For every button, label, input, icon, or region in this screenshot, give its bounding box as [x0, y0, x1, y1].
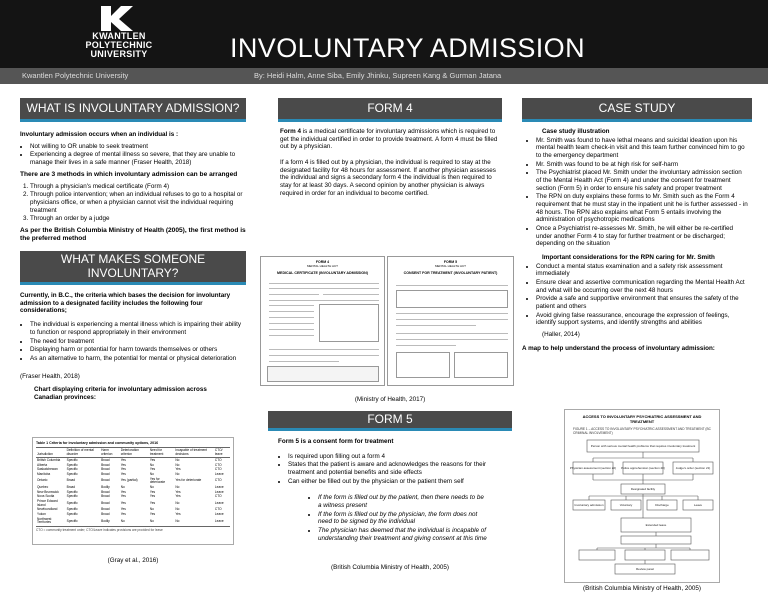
table-cell: Specific: [66, 494, 78, 499]
table-cell: Yes (partial): [120, 478, 138, 483]
case-list: [536, 137, 748, 248]
form4-text: is a medical certificate for involuntary admissions which is required to get the individual certified in order to provide treatment. A form 4 must be filled out by a physician.: [280, 128, 498, 151]
table-cell: Leave: [214, 489, 224, 494]
list-item: • The physician has deemed that the individual is incapable of understanding their treatment and giving consent at this time: [318, 527, 488, 542]
map-heading: A map to help understand the process of involuntary admission:: [522, 344, 715, 352]
intro-text: Involuntary admission occurs when an individual is :: [20, 131, 179, 138]
authors: By: Heidi Halm, Anne Siba, Emily Jhinku, Supreen Kang & Gurman Jatana: [254, 71, 502, 80]
table-cell: Specific: [66, 507, 78, 512]
table-cell: Yes for deteriorate: [149, 476, 166, 485]
table-header-cell: Incapable of treatment decisions: [175, 448, 208, 456]
table-cell: Leave: [214, 485, 224, 489]
table-cell: No: [149, 471, 154, 476]
table-row: [36, 500, 230, 508]
table-cell: Yukon: [37, 512, 46, 517]
table-cell: Nova Scotia: [37, 494, 55, 499]
form4-body: [280, 128, 502, 197]
table-cell: Specific: [66, 489, 78, 494]
table-cell: Yes for deteriorate: [175, 478, 202, 483]
ministry-note: As per the British Columbia Ministry of Health (2005), the first method is the preferred method: [20, 227, 246, 243]
form4-bold: Form 4: [280, 128, 301, 135]
table-cell: Yes: [120, 512, 126, 517]
chart-heading: Chart displaying criteria for involuntary admission across Canadian provinces:: [34, 386, 207, 401]
table-cell: Quebec: [37, 485, 49, 489]
criteria-list: [30, 321, 246, 362]
map-node: Judge's order (section 21): [675, 466, 711, 470]
table-cell: Yes: [149, 467, 156, 472]
table-cell: Bodily: [101, 485, 110, 489]
list-item: 2. Through police intervention; when an individual refuses to go to a hospital or physicians office, or when a physician cannot visit the individual requiring treatment: [30, 191, 246, 214]
map-node: Leave: [693, 503, 703, 507]
table-cell: Manitoba: [37, 471, 51, 476]
list-item: • Conduct a mental status examination and a safety risk assessment immediately: [536, 263, 748, 278]
doc-title: FORM 4: [315, 260, 330, 264]
table-cell: Prince Edward Island: [37, 499, 58, 507]
form5-sub-list: [318, 494, 488, 542]
map-node: Person with serious mental health problems that requires involuntary treatment: [590, 444, 696, 448]
citation: (Haller, 2014): [542, 331, 580, 339]
table-row: [36, 517, 230, 526]
table-note: CTO = community treatment order; CTO/Leave indicates provisions are provided for leave: [36, 527, 163, 532]
map-figure-caption: FIGURE 1 – ACCESS TO INVOLUNTARY PSYCHIATRIC ASSESSMENT AND TREATMENT (BC CRIMINAL INVOLVEMENT): [573, 427, 711, 435]
table-cell: Yes: [120, 507, 126, 512]
table-cell: Broad: [101, 489, 110, 494]
table-cell: Yes: [120, 457, 126, 462]
process-map-image: [564, 409, 720, 583]
criteria-table-image: [32, 437, 234, 545]
doc-subtitle: MENTAL HEALTH ACT: [307, 264, 338, 268]
table-cell: Yes: [120, 467, 126, 472]
table-header-cell: Need for treatment: [149, 448, 164, 456]
kpu-logo: [80, 4, 158, 66]
table-header-cell: Harm criterion: [101, 448, 113, 456]
column-middle: [268, 98, 512, 571]
table-cell: CTO: [214, 507, 222, 512]
table-cell: Yes: [149, 512, 156, 517]
table-cell: Broad: [101, 467, 110, 472]
table-cell: No: [175, 462, 180, 467]
map-node: Extended leave: [645, 523, 667, 527]
table-cell: Specific: [66, 512, 78, 517]
form5-heading: Form 5 is a consent form for treatment: [278, 438, 394, 445]
map-node: Review panel: [635, 567, 655, 571]
table-cell: No: [175, 507, 180, 512]
table-cell: Yes: [175, 489, 181, 494]
map-node: Designated facility: [630, 487, 656, 491]
table-cell: Leave: [214, 518, 224, 523]
list-item: • Avoid giving false reassurance, encourage the expression of feelings, identify support systems, and identify strengths and abilities: [536, 312, 748, 327]
map-node: Involuntary admission: [574, 503, 604, 507]
table-cell: CTO: [214, 478, 222, 483]
table-cell: No: [175, 500, 180, 505]
table-cell: Broad: [101, 500, 110, 505]
map-title: ACCESS TO INVOLUNTARY PSYCHIATRIC ASSESSMENT AND TREATMENT: [582, 414, 702, 424]
table-cell: CTO: [214, 467, 222, 472]
table-cell: British Columbia: [37, 457, 61, 462]
table-cell: Yes: [120, 500, 126, 505]
table-cell: Yes: [175, 512, 181, 517]
table-cell: Northwest Territories: [37, 516, 52, 525]
table-cell: No: [120, 518, 125, 523]
table-cell: No: [175, 457, 180, 462]
map-node: Physician assessment (section 22): [569, 466, 617, 470]
university-name: Kwantlen Polytechnic University: [22, 71, 129, 80]
table-cell: Specific: [66, 500, 78, 505]
list-item: • If the form is filled out by the physician, the form does not need to be signed by the individual: [318, 511, 488, 526]
table-cell: Yes: [149, 489, 156, 494]
table-header-cell: CTO/ leave: [214, 448, 223, 456]
column-right: [522, 98, 748, 592]
table-cell: Yes: [149, 457, 156, 462]
list-item: • Ensure clear and assertive communication regarding the Mental Health Act and what will be occurring over the next 48 hours: [536, 279, 748, 294]
table-cell: Broad: [101, 462, 110, 467]
list-item: 1. Through a physician's medical certificate (Form 4): [30, 183, 246, 191]
logo-text-line: UNIVERSITY: [90, 49, 148, 59]
form5-list: [288, 453, 508, 486]
table-cell: Broad: [66, 485, 76, 489]
table-citation: (Gray et al., 2016): [107, 557, 159, 564]
table-cell: Yes: [120, 471, 126, 476]
table-cell: Broad: [66, 478, 76, 483]
table-cell: Yes: [175, 467, 181, 472]
table-cell: Yes: [149, 494, 156, 499]
table-cell: No: [175, 485, 180, 489]
case-study-body: [522, 128, 748, 352]
table-cell: No: [120, 485, 125, 489]
doc-heading: MEDICAL CERTIFICATE (INVOLUNTARY ADMISSION): [277, 271, 368, 275]
table-cell: Specific: [66, 462, 78, 467]
list-item: • Mr. Smith was found to be at high risk for self-harm: [536, 161, 748, 169]
table-cell: Leave: [214, 471, 224, 476]
list-item: • States that the patient is aware and acknowledges the reasons for their treatment and potential benefits and side effects: [288, 461, 508, 476]
rpn-heading: Important considerations for the RPN caring for Mr. Smith: [542, 254, 715, 262]
form-citation: (Ministry of Health, 2017): [354, 396, 426, 403]
table-cell: Specific: [66, 457, 78, 462]
list-item: • Mr. Smith was found to have lethal means and suicidal ideation upon his mental health team check-in visit and this team further convinced him to go to the emergency department: [536, 137, 748, 160]
table-cell: Yes: [120, 489, 126, 494]
table-cell: Yes: [120, 462, 126, 467]
list-item: • The need for treatment: [30, 338, 246, 346]
table-cell: Alberta: [37, 462, 48, 467]
list-item: • The RPN on duty explains these forms to Mr. Smith such as the Form 4 requirement that he must stay in the inpatient unit he is further assessed - in 48 hours. The RPN also explains what Form 5 entails involving the administration of psychotropic medications: [536, 193, 748, 224]
section-heading-what-makes: WHAT MAKES SOMEONE INVOLUNTARY?: [20, 251, 246, 285]
list-item: • Is required upon filling out a form 4: [288, 453, 508, 461]
doc-title: FORM 5: [443, 260, 458, 264]
list-item: 3. Through an order by a judge: [30, 215, 246, 223]
logo-text-line: POLYTECHNIC: [85, 40, 153, 50]
table-cell: No: [149, 485, 154, 489]
list-item: • If the form is filled out by the patient, then there needs to be a witness present: [318, 494, 488, 509]
table-cell: No: [149, 518, 154, 523]
form5-document-image: [387, 256, 514, 386]
kpu-logo-icon: [99, 4, 139, 32]
what-makes-body: [20, 292, 246, 401]
table-cell: No: [175, 471, 180, 476]
case-heading: Case study illustration: [542, 128, 610, 135]
table-cell: Broad: [101, 507, 110, 512]
section-heading-form5: FORM 5: [268, 411, 512, 431]
list-item: • Experiencing a degree of mental illness so severe, that they are unable to manage their lives in a safe manner (Fraser Health, 2018): [30, 151, 246, 166]
table-cell: No: [149, 507, 154, 512]
section-heading-case-study: CASE STUDY: [522, 98, 752, 122]
table-cell: Broad: [101, 478, 110, 483]
list-item: • Not willing to OR unable to seek treatment: [30, 143, 246, 151]
section-heading-what-is: WHAT IS INVOLUNTARY ADMISSION?: [20, 98, 246, 122]
section-heading-form4: FORM 4: [278, 98, 502, 122]
process-map-diagram: [565, 438, 720, 578]
map-citation: (British Columbia Ministry of Health, 2005): [583, 585, 701, 592]
methods-heading: There are 3 methods in which involuntary admission can be arranged: [20, 170, 238, 178]
table-row: [36, 477, 230, 485]
table-cell: Newfoundland: [37, 507, 58, 512]
table-header-cell: Definition of mental disorder: [66, 448, 94, 456]
map-node: Police apprehension (section 28): [621, 466, 665, 470]
citation: (Fraser Health, 2018): [20, 372, 80, 380]
criteria-table: [36, 447, 230, 526]
criteria-heading: Currently, in B.C., the criteria which bases the decision for involuntary admission to a designated facility includes the following four considerations;: [20, 292, 231, 315]
list-item: • Can either be filled out by the physician or the patient them self: [288, 478, 508, 486]
list-item: • Once a Psychiatrist re-assesses Mr. Smith, he will either be re-certified under another Form 4 to stay for further treatment or be discharged; depending on the situation: [536, 225, 748, 248]
table-cell: CTO: [214, 494, 222, 499]
author-bar: [0, 68, 768, 84]
table-cell: No: [149, 462, 154, 467]
table-cell: Yes: [149, 500, 156, 505]
doc-subtitle: MENTAL HEALTH ACT: [435, 264, 466, 268]
table-cell: Ontario: [37, 478, 48, 483]
table-cell: CTO: [214, 462, 222, 467]
table-cell: Specific: [66, 518, 78, 523]
table-cell: Broad: [101, 512, 110, 517]
column-left: [20, 98, 246, 564]
map-node: Discharge: [655, 503, 669, 507]
form5-citation: (British Columbia Ministry of Health, 2005): [331, 564, 449, 571]
form5-body: [278, 438, 508, 543]
table-cell: Broad: [101, 494, 110, 499]
list-item: • Provide a safe and supportive environment that ensures the safety of the patient and others: [536, 295, 748, 310]
what-is-body: [20, 131, 246, 243]
table-cell: Bodily: [101, 518, 110, 523]
table-cell: Broad: [101, 457, 110, 462]
doc-heading: CONSENT FOR TREATMENT (INVOLUNTARY PATIENT): [403, 271, 498, 275]
poster-header: [0, 0, 768, 68]
table-cell: Yes: [175, 494, 181, 499]
table-cell: Specific: [66, 467, 78, 472]
form4-document-image: [260, 256, 385, 386]
table-title: Table 1 Criteria for involuntary admission and community options, 2016: [36, 441, 159, 445]
logo-text-line: KWANTLEN: [92, 31, 146, 41]
table-cell: Leave: [214, 512, 224, 517]
list-item: • As an alternative to harm, the potential for mental or physical deterioration: [30, 355, 246, 363]
table-cell: Yes: [120, 494, 126, 499]
rpn-list: [536, 263, 748, 327]
table-cell: Leave: [214, 500, 224, 505]
list-item: • The individual is experiencing a mental illness which is impairing their ability to function or respond appropriately in their environment: [30, 321, 246, 336]
table-cell: No: [175, 518, 180, 523]
table-header-cell: Deterioration criterion: [120, 448, 139, 456]
list-item: • The Psychiatrist placed Mr. Smith under the involuntary admission section of the Mental Health Act (Form 4) and under the consent for treatment section (Form 5) in order to ensure his safety and proper treatment: [536, 169, 748, 192]
form4-text-2: If a form 4 is filled out by a physician, the individual is required to stay at the designated facility for 48 hours for assessment. If another physician assesses the individual and signs a secondary form 4 the individual is then required to stay for at least 30 days. A second opinion by another physician is always required in order for an individual to become certified.: [280, 159, 496, 197]
list-item: • Displaying harm or potential for harm towards themselves or others: [30, 346, 246, 354]
methods-list: [30, 183, 246, 223]
poster-title: INVOLUNTARY ADMISSION: [230, 33, 585, 63]
table-header-cell: Jurisdiction: [37, 451, 53, 456]
table-cell: Saskatchewan: [37, 467, 58, 472]
table-cell: Broad: [101, 471, 110, 476]
table-cell: New Brunswick: [37, 489, 59, 494]
map-node: Voluntary: [619, 503, 633, 507]
table-cell: Specific: [66, 471, 78, 476]
table-cell: CTO: [214, 457, 222, 462]
conditions-list: [30, 143, 246, 167]
